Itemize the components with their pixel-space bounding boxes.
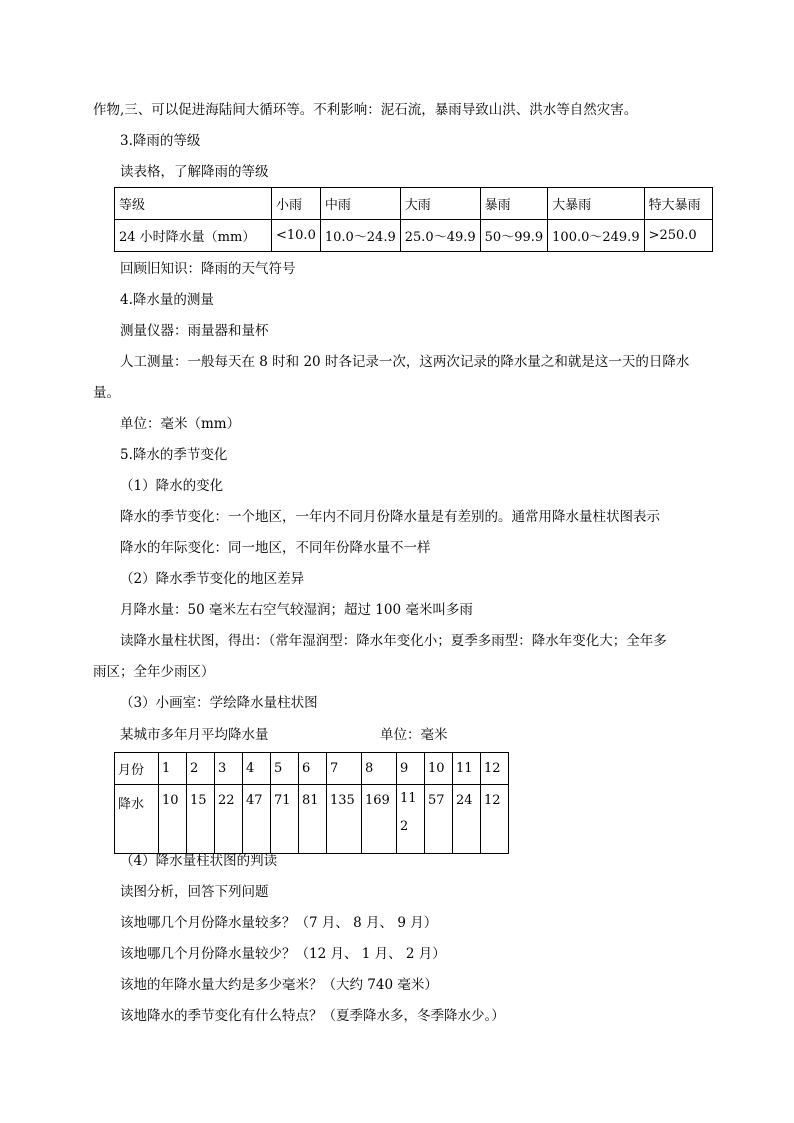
question-seasonal-feature: 该地降水的季节变化有什么特点？（夏季降水多，冬季降水少。）: [120, 1008, 505, 1024]
paragraph-manual-2: 量。: [93, 385, 120, 401]
paragraph-read-chart-1: 读降水量柱状图，得出：（常年湿润型：降水年变化小；夏季多雨型：降水年变化大；全年多: [120, 633, 667, 649]
paragraph-review: 回顾旧知识：降雨的天气符号: [120, 261, 296, 277]
subheading-3: （3）小画室：学绘降水量柱状图: [120, 695, 318, 711]
paragraph-unit: 单位：毫米（mm）: [120, 416, 241, 432]
paragraph-read-table: 读表格，了解降雨的等级: [120, 164, 269, 180]
table-cell: 等级: [115, 188, 272, 220]
table-cell: 10: [159, 785, 187, 854]
table-cell: 暴雨: [480, 188, 548, 220]
table-cell: 12: [481, 753, 509, 785]
question-annual-total: 该地的年降水量大约是多少毫米？（大约 740 毫米）: [120, 977, 438, 993]
table-cell: 3: [215, 753, 243, 785]
table-cell: 4: [243, 753, 271, 785]
subheading-1: （1）降水的变化: [120, 478, 224, 494]
table-cell: >250.0: [644, 220, 712, 252]
table-cell: 12: [481, 785, 509, 854]
table-row: [115, 753, 509, 785]
paragraph-manual-1: 人工测量：一般每天在 8 时和 20 时各记录一次，这两次记录的降水量之和就是这一天的日降水: [120, 354, 690, 370]
table-cell: 100.0～249.9: [548, 220, 644, 252]
table-row: [115, 785, 509, 854]
table-cell: 24: [453, 785, 481, 854]
paragraph-effects: 作物,三、可以促进海陆间大循环等。不利影响：泥石流，暴雨导致山洪、洪水等自然灾害。: [93, 102, 638, 118]
paragraph-read-chart-2: 雨区；全年少雨区）: [93, 664, 215, 680]
table-cell: 24 小时降水量（mm）: [115, 220, 272, 252]
table-cell: 10: [425, 753, 453, 785]
table-cell: <10.0: [272, 220, 321, 252]
paragraph-analysis: 读图分析，回答下列问题: [120, 884, 269, 900]
table-cell: 71: [271, 785, 299, 854]
table-cell: 135: [327, 785, 362, 854]
table-cell: 1: [159, 753, 187, 785]
table-cell: 7: [327, 753, 362, 785]
heading-seasonal: 5.降水的季节变化: [120, 447, 228, 463]
question-less-rain: 该地哪几个月份降水量较少？（12 月、 1 月、 2 月）: [120, 946, 446, 962]
table-cell: 11: [453, 753, 481, 785]
paragraph-annual-change: 降水的年际变化：同一地区，不同年份降水量不一样: [120, 540, 431, 556]
heading-measurement: 4.降水量的测量: [120, 292, 214, 308]
paragraph-monthly: 月降水量：50 毫米左右空气较湿润；超过 100 毫米叫多雨: [120, 602, 473, 618]
table-cell: 月份: [115, 753, 159, 785]
table-cell: 小雨: [272, 188, 321, 220]
monthly-precipitation-table: [114, 752, 509, 854]
table-row: [115, 188, 713, 220]
table-cell: 169: [362, 785, 397, 854]
paragraph-instrument: 测量仪器：雨量器和量杯: [120, 323, 269, 339]
table-cell: 47: [243, 785, 271, 854]
table-unit: 单位：毫米: [380, 727, 448, 743]
table-row: [115, 220, 713, 252]
rain-grade-table: [114, 187, 713, 252]
table-cell: 中雨: [320, 188, 400, 220]
table-cell: 9: [397, 753, 425, 785]
table-cell: 6: [299, 753, 327, 785]
heading-rain-grades: 3.降雨的等级: [120, 133, 201, 149]
table-cell: 81: [299, 785, 327, 854]
table-cell: 2: [187, 753, 215, 785]
table-caption: 某城市多年月平均降水量: [120, 727, 269, 743]
table-cell: 57: [425, 785, 453, 854]
table-cell: 25.0～49.9: [400, 220, 480, 252]
table-cell: 降水: [115, 785, 159, 854]
table-cell: 10.0～24.9: [320, 220, 400, 252]
table-cell: 15: [187, 785, 215, 854]
subheading-2: （2）降水季节变化的地区差异: [120, 571, 305, 587]
table-cell: 特大暴雨: [644, 188, 712, 220]
paragraph-seasonal-change: 降水的季节变化：一个地区，一年内不同月份降水量是有差别的。通常用降水量柱状图表示: [120, 509, 660, 525]
question-more-rain: 该地哪几个月份降水量较多？（7 月、 8 月、 9 月）: [120, 915, 438, 931]
table-cell: 大雨: [400, 188, 480, 220]
table-cell: 5: [271, 753, 299, 785]
table-cell: 11 2: [397, 785, 425, 854]
table-cell: 大暴雨: [548, 188, 644, 220]
table-cell: 22: [215, 785, 243, 854]
table-cell: 8: [362, 753, 397, 785]
table-cell: 50～99.9: [480, 220, 548, 252]
subheading-4: （4）降水量柱状图的判读: [120, 853, 278, 869]
